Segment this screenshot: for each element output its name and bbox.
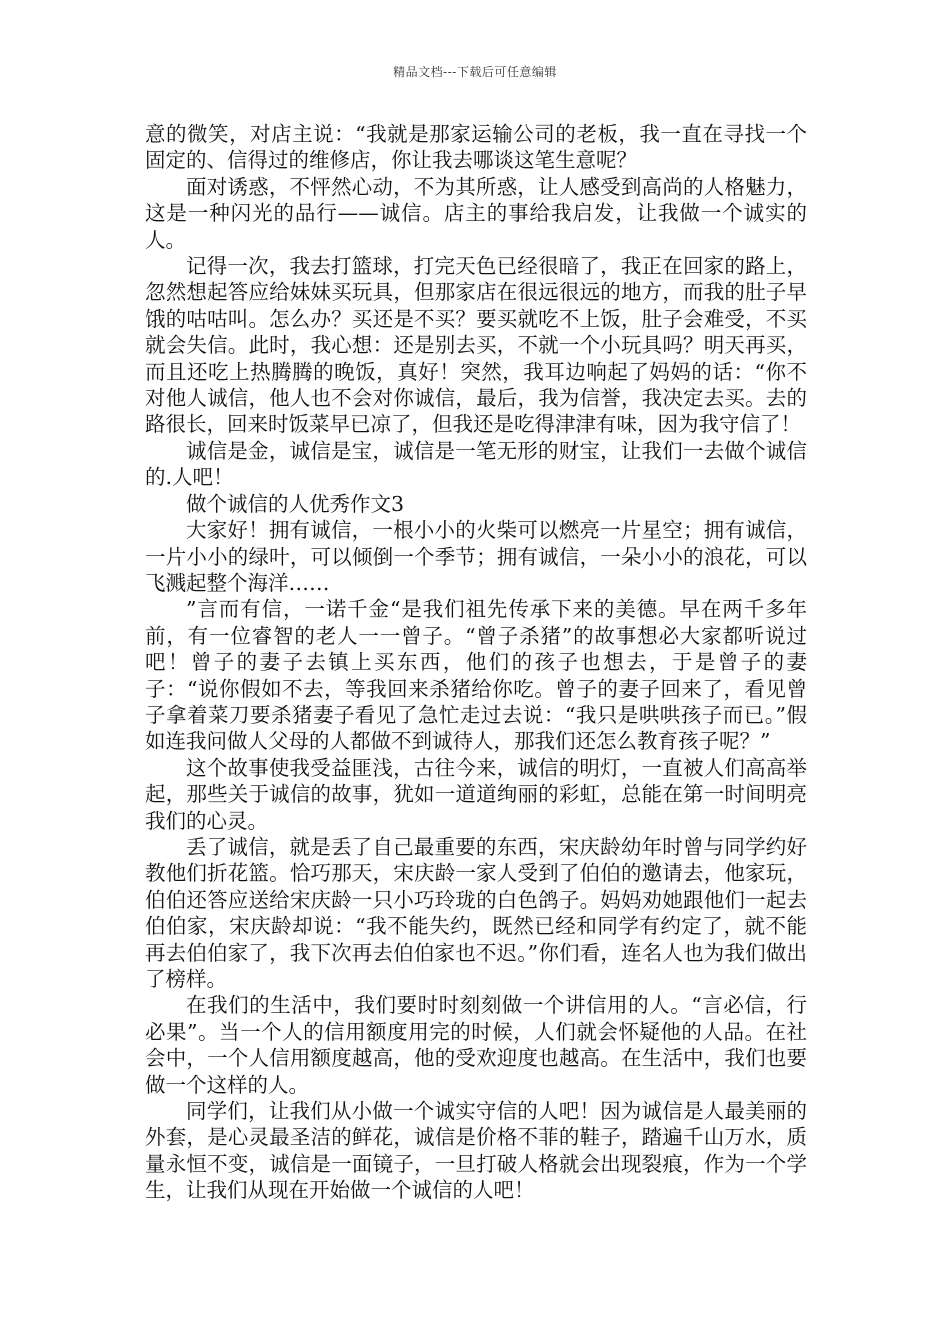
paragraph-3: 记得一次，我去打篮球，打完天色已经很暗了，我正在回家的路上，忽然想起答应给妹妹买玩具，但那家店在很远很远的地方，而我的肚子早饿的咕咕叫。怎么办？买还是不买？要买就吃不上饭，肚子会难受，不买就会失信。此时，我心想：还是别去买，不就一个小玩具吗？明天再买，而且还吃上热腾腾的晚饭，真好！突然，我耳边响起了妈妈的话：“你不对他人诚信，他人也不会对你诚信，最后，我为信誉，我决定去买。去的路很长，回来时饭菜早已凉了，但我还是吃得津津有味，因为我守信了！	[145, 254, 807, 437]
paragraph-10: 在我们的生活中，我们要时时刻刻做一个讲信用的人。“言必信，行必果”。当一个人的信用额度用完的时候，人们就会怀疑他的人品。在社会中，一个人信用额度越高，他的受欢迎度也越高。在生活中，我们也要做一个这样的人。	[145, 993, 807, 1097]
page-header: 精品文档---下载后可任意编辑	[393, 65, 557, 79]
paragraph-1: 意的微笑，对店主说：“我就是那家运输公司的老板，我一直在寻找一个固定的、信得过的维修店，你让我去哪谈这笔生意呢？	[145, 122, 807, 173]
paragraph-4: 诚信是金，诚信是宝，诚信是一笔无形的财宝，让我们一去做个诚信的.人吧！	[145, 438, 807, 490]
paragraph-2: 面对诱惑，不怦然心动，不为其所惑，让人感受到高尚的人格魅力，这是一种闪光的品行——诚信。店主的事给我启发，让我做一个诚实的人。	[145, 174, 807, 252]
paragraph-9: 丢了诚信，就是丢了自己最重要的东西，宋庆龄幼年时曾与同学约好教他们折花篮。恰巧那天，宋庆龄一家人受到了伯伯的邀请去，他家玩，伯伯还答应送给宋庆龄一只小巧玲珑的白色鸽子。妈妈劝她跟他们一起去伯伯家，宋庆龄却说：“我不能失约，既然已经和同学有约定了，就不能再去伯伯家了，我下次再去伯伯家也不迟。”你们看，连名人也为我们做出了榜样。	[145, 834, 807, 991]
section-title: 做个诚信的人优秀作文3	[186, 491, 405, 516]
paragraph-11: 同学们，让我们从小做一个诚实守信的人吧！因为诚信是人最美丽的外套，是心灵最圣洁的鲜花，诚信是价格不菲的鞋子，踏遍千山万水，质量永恒不变，诚信是一面镜子，一旦打破人格就会出现裂痕，作为一个学生，让我们从现在开始做一个诚信的人吧！	[145, 1099, 807, 1203]
paragraph-6: 大家好！拥有诚信，一根小小的火柴可以燃亮一片星空；拥有诚信，一片小小的绿叶，可以倾倒一个季节；拥有诚信，一朵小小的浪花，可以飞溅起整个海洋……	[145, 518, 807, 595]
paragraph-8: 这个故事使我受益匪浅，古往今来，诚信的明灯，一直被人们高高举起，那些关于诚信的故事，犹如一道道绚丽的彩虹，总能在第一时间明亮我们的心灵。	[145, 755, 807, 833]
document-body	[145, 121, 807, 1204]
paragraph-7: ”言而有信，一诺千金“是我们祖先传承下来的美德。早在两千多年前，有一位睿智的老人一一曾子。“曾子杀猪”的故事想必大家都听说过吧！曾子的妻子去镇上买东西，他们的孩子也想去，于是曾子的妻子：“说你假如不去，等我回来杀猪给你吃。曾子的妻子回来了，看见曾子拿着菜刀要杀猪妻子看见了急忙走过去说：“我只是哄哄孩子而已。”假如连我问做人父母的人都做不到诚待人，那我们还怎么教育孩子呢？”	[145, 597, 807, 754]
